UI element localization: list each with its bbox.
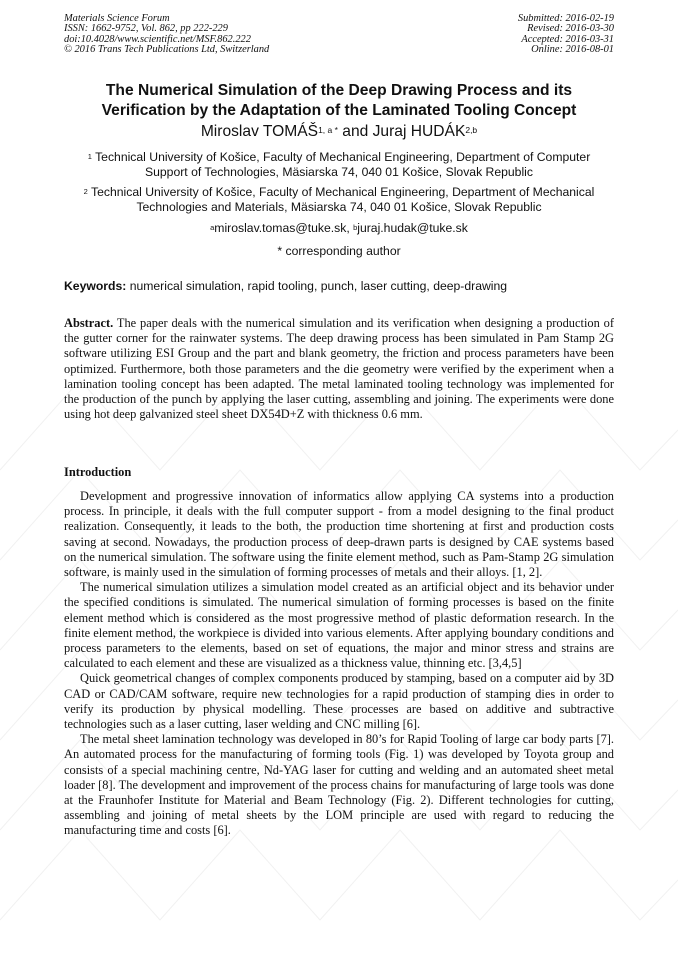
intro-paragraph-4: The metal sheet lamination technology was developed in 80’s for Rapid Tooling of large car body parts [7]. An automated process for the manufacturing of forming tools (Fig. 1) was developed by Toyota group and consists of a special machining centre, Nd-YAG laser for cutting and welding and an automated sheet metal loader [8]. The development and improvement of the process chains for manufacturing of large tools was done at the Fraunhofer Institute for Material and Beam Technology (Fig. 2). Different technologies for cutting, assembling and joining of metal sheets by the LOM principle are used with regard to reducing the manufacturing time and costs [6].: [64, 732, 614, 838]
affiliation-2-line-2: Technologies and Materials, Mäsiarska 74, 040 01 Košice, Slovak Republic: [136, 200, 542, 215]
submitted-date: Submitted: 2016-02-19: [517, 13, 614, 24]
author-2: Juraj HUDÁK: [372, 123, 466, 140]
author-1-marker: 1, a *: [318, 125, 338, 135]
abstract: [64, 316, 614, 422]
journal-name: Materials Science Forum: [64, 13, 170, 24]
abstract-text: The paper deals with the numerical simulation and its verification when designing a production of the gutter corner for the rainwater systems. The deep drawing process has been simulated in Pam Stamp 2G software utilizing ESI Group and the part and blank geometry, the friction and process parameters have been optimized. Furthermore, both those parameters and the die geometry were verified by the experiment when a lamination tooling concept has been adapted. The metal laminated tooling technology was implemented for the production of the punch by applying the laser cutting, assembling and joining. The experiments were done using hot deep galvanized steel sheet DX54D+Z with thickness 0.6 mm.: [64, 316, 614, 422]
email-author-2[interactable]: juraj.hudak@tuke.sk: [357, 221, 468, 235]
affiliation-1: [64, 150, 614, 181]
title-line-1: The Numerical Simulation of the Deep Drawing Process and its: [105, 82, 573, 99]
online-date: Online: 2016-08-01: [531, 44, 614, 56]
revised-date: Revised: 2016-03-30: [527, 23, 614, 35]
author-2-marker: 2,b: [465, 125, 478, 135]
author-1: Miroslav TOMÁŠ: [200, 123, 319, 140]
corresponding-author-note: * corresponding author: [277, 244, 401, 258]
paper-title: [40, 81, 638, 121]
affiliation-2-number: 2: [83, 187, 88, 196]
abstract-label: Abstract.: [64, 316, 114, 330]
email-author-1[interactable]: miroslav.tomas@tuke.sk,: [214, 221, 354, 235]
keywords: [64, 279, 614, 294]
email-a-marker: a: [210, 223, 215, 232]
email-line: [64, 221, 614, 236]
intro-paragraph-2: The numerical simulation utilizes a simulation model created as an artificial object and its behavior under the specified conditions is simulated. The numerical simulation of forming processes is based on the finite element method which is considered as the most progressive method of plastic deformation research. In the finite element method, the workpiece is divided into various elements. After applying boundary conditions and process parameters to the elements, based on set of equations, the major and minor stress and strains are calculated to each element and these are visualized as a thickness value, thinning etc. [3,4,5]: [64, 580, 614, 671]
journal-header: [64, 14, 269, 56]
affiliation-2: [64, 185, 614, 216]
title-line-2: Verification by the Adaptation of the Laminated Tooling Concept: [101, 102, 577, 119]
affiliation-1-number: 1: [87, 152, 92, 161]
author-list: [40, 122, 638, 141]
dates-header: [518, 14, 614, 56]
keywords-text: numerical simulation, rapid tooling, punch, laser cutting, deep-drawing: [126, 279, 508, 293]
introduction-heading: Introduction: [64, 465, 132, 479]
copyright-line: © 2016 Trans Tech Publications Ltd, Switzerland: [64, 44, 270, 56]
doi-line[interactable]: doi:10.4028/www.scientific.net/MSF.862.222: [64, 33, 251, 45]
affiliation-1-line-1: Technical University of Košice, Faculty of Mechanical Engineering, Department of Computer: [95, 150, 591, 164]
issn-line: ISSN: 1662-9752, Vol. 862, pp 222-229: [64, 23, 228, 35]
intro-paragraph-1: Development and progressive innovation of informatics allow applying CA systems into a production process. In principle, it deals with the full computer support - from a model designing to the final product realization. Consequently, it leads to the both, the production time shortening at first and production costs saving at second. Nowadays, the production process of deep-drawn parts is designed by CAE systems based on the numerical simulation. The software using the finite element method, such as Pam-Stamp 2G simulation software, is mainly used in the simulation of forming processes of metals and their alloys. [1, 2].: [64, 489, 614, 580]
affiliation-2-line-1: Technical University of Košice, Faculty of Mechanical Engineering, Department of Mechanical: [91, 185, 595, 199]
accepted-date: Accepted: 2016-03-31: [521, 33, 614, 45]
affiliation-1-line-2: Support of Technologies, Mäsiarska 74, 040 01 Košice, Slovak Republic: [145, 165, 533, 180]
author-conjunction: and: [337, 123, 373, 140]
keywords-label: Keywords:: [64, 279, 127, 293]
email-b-marker: b: [353, 223, 358, 232]
introduction-body: [64, 489, 614, 839]
intro-paragraph-3: Quick geometrical changes of complex components produced by stamping, based on a computer aid by 3D CAD or CAD/CAM software, require new technologies for a rapid production of stamping dies in order to verify its production by physical modelling. These processes are based on additive and subtractive technologies such as a laser cutting, laser welding and CNC milling [6].: [64, 671, 614, 732]
